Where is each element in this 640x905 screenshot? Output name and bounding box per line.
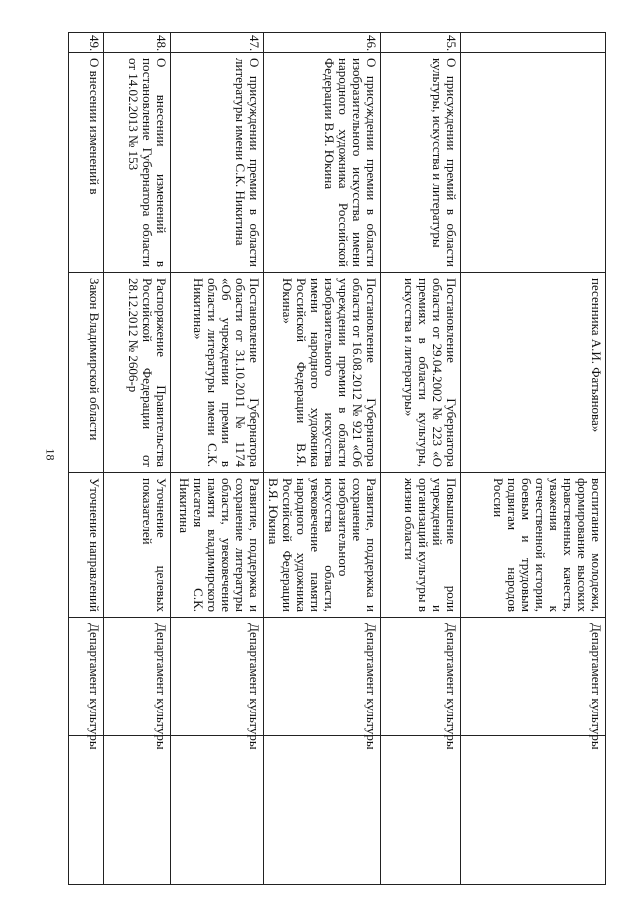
cell-responsible: Департамент культуры xyxy=(461,618,606,736)
cell-name: О присуждении премии в области литературы имени С.К. Никитина xyxy=(171,53,264,273)
cell-name xyxy=(461,53,606,273)
legal-acts-table xyxy=(68,32,606,885)
cell-extra xyxy=(264,736,381,885)
cell-goal: Развитие, поддержка и сохранение литературы области, увековечение памяти владимирского писателя С.К. Никитина xyxy=(171,473,264,618)
cell-responsible: Департамент культуры xyxy=(264,618,381,736)
cell-goal: Уточнение целевых показателей xyxy=(104,473,171,618)
cell-num xyxy=(461,33,606,53)
cell-name: О присуждении премии в области изобразительного искусства имени народного художника Российской Федерации В.Я. Юкина xyxy=(264,53,381,273)
cell-extra xyxy=(381,736,461,885)
cell-num: 49. xyxy=(69,33,104,53)
cell-goal: воспитание молодежи, формирование высоких нравственных качеств, уважения к отечественной истории, боевым и трудовым подвигам народов России xyxy=(461,473,606,618)
rotated-table-container xyxy=(86,32,606,884)
cell-name: О внесении изменений в xyxy=(69,53,104,273)
table-row-continued xyxy=(461,33,606,885)
cell-extra xyxy=(171,736,264,885)
table-row xyxy=(264,33,381,885)
cell-name: О присуждении премий в области культуры, искусства и литературы xyxy=(381,53,461,273)
cell-document: Постановление Губернатора области от 16.08.2012 № 921 «Об учреждении премии в области изобразительного искусства имени народного художника Российской Федерации В.Я. Юкина» xyxy=(264,273,381,473)
cell-goal: Уточнение направлений xyxy=(69,473,104,618)
page-number: 18 xyxy=(43,448,58,461)
cell-responsible: Департамент культуры xyxy=(381,618,461,736)
cell-num: 46. xyxy=(264,33,381,53)
cell-document: Распоряжение Правительства Российской Федерации от 28.12.2012 № 2606-р xyxy=(104,273,171,473)
cell-name: О внесении изменений в постановление Губернатора области от 14.02.2013 № 153 xyxy=(104,53,171,273)
cell-responsible: Департамент культуры xyxy=(104,618,171,736)
cell-num: 48. xyxy=(104,33,171,53)
cell-num: 47. xyxy=(171,33,264,53)
table-row xyxy=(381,33,461,885)
table-row xyxy=(104,33,171,885)
cell-responsible: Департамент культуры xyxy=(69,618,104,736)
document-sheet xyxy=(86,32,606,884)
cell-extra xyxy=(461,736,606,885)
table-row xyxy=(171,33,264,885)
cell-num: 45. xyxy=(381,33,461,53)
cell-extra xyxy=(104,736,171,885)
cell-extra xyxy=(69,736,104,885)
cell-document: Закон Владимирской области xyxy=(69,273,104,473)
cell-document: Постановление Губернатора области от 29.04.2002 № 223 «О премиях в области культуры, искусства и литературы» xyxy=(381,273,461,473)
cell-responsible: Департамент культуры xyxy=(171,618,264,736)
cell-goal: Развитие, поддержка и сохранение изобразительного искусства области, увековечение памяти народного художника Российской Федерации В.Я. Юкина xyxy=(264,473,381,618)
cell-document: Постановление Губернатора области от 31.10.2011 № 1174 «Об учреждении премии в области литературы имени С.К. Никитина» xyxy=(171,273,264,473)
cell-goal: Повышение роли учреждений и организаций культуры в жизни области xyxy=(381,473,461,618)
cell-document: песенника А.И. Фатьянова» xyxy=(461,273,606,473)
table-row xyxy=(69,33,104,885)
